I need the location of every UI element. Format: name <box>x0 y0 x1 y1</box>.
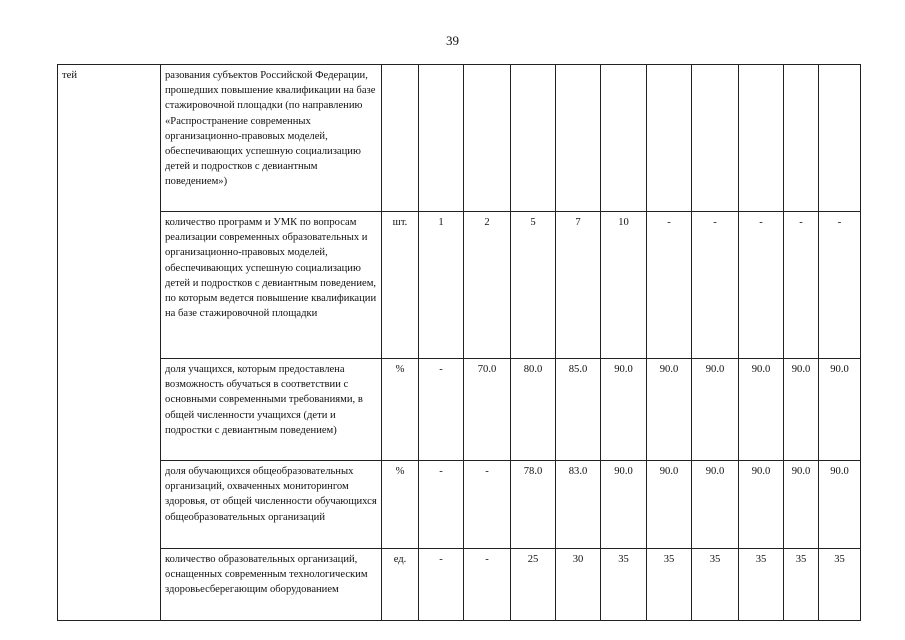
value-cell: 35 <box>647 549 692 621</box>
value-cell: 70.0 <box>464 359 511 461</box>
unit-cell: % <box>382 359 419 461</box>
unit-cell: шт. <box>382 212 419 359</box>
value-cell: - <box>419 359 464 461</box>
value-cell: 2 <box>464 212 511 359</box>
value-cell <box>511 65 556 212</box>
value-cell: 35 <box>784 549 819 621</box>
value-cell: - <box>419 549 464 621</box>
page-number: 39 <box>446 33 459 48</box>
value-cell: 90.0 <box>601 359 647 461</box>
value-cell: 7 <box>556 212 601 359</box>
indicator-description: доля обучающихся общеобразовательных организаций, охваченных мониторингом здоровья, от общей численности обучающихся общеобразовательных организаций <box>161 461 382 549</box>
value-cell: - <box>692 212 739 359</box>
value-cell: 35 <box>692 549 739 621</box>
table-row <box>58 549 861 621</box>
value-cell <box>784 65 819 212</box>
value-cell: 35 <box>601 549 647 621</box>
value-cell: - <box>419 461 464 549</box>
value-cell: 25 <box>511 549 556 621</box>
indicator-description: количество образовательных организаций, оснащенных современным технологическим здоровьесберегающим оборудованием <box>161 549 382 621</box>
value-cell: 78.0 <box>511 461 556 549</box>
value-cell <box>739 65 784 212</box>
program-name-cell: тей <box>58 65 161 621</box>
value-cell: 83.0 <box>556 461 601 549</box>
value-cell: 90.0 <box>601 461 647 549</box>
value-cell: 90.0 <box>784 461 819 549</box>
value-cell <box>647 65 692 212</box>
value-cell <box>419 65 464 212</box>
value-cell: 90.0 <box>784 359 819 461</box>
value-cell: 10 <box>601 212 647 359</box>
value-cell <box>692 65 739 212</box>
value-cell: 85.0 <box>556 359 601 461</box>
value-cell: - <box>464 549 511 621</box>
value-cell: - <box>647 212 692 359</box>
table-row <box>58 461 861 549</box>
value-cell: - <box>739 212 784 359</box>
table-row <box>58 65 861 212</box>
value-cell: 90.0 <box>739 359 784 461</box>
unit-cell: ед. <box>382 549 419 621</box>
table-row <box>58 212 861 359</box>
value-cell: - <box>464 461 511 549</box>
value-cell <box>556 65 601 212</box>
unit-cell: % <box>382 461 419 549</box>
value-cell: 5 <box>511 212 556 359</box>
indicators-table <box>57 64 861 621</box>
value-cell: 80.0 <box>511 359 556 461</box>
unit-cell <box>382 65 419 212</box>
table-row <box>58 359 861 461</box>
value-cell: 35 <box>819 549 861 621</box>
indicator-description: количество программ и УМК по вопросам реализации современных образовательных и организационно-правовых моделей, обеспечивающих успешную социализацию детей и подростков с девиантным поведением, по которым ведется повышение квалификации на базе стажировочной площадки <box>161 212 382 359</box>
indicator-description: разования субъектов Российской Федерации, прошедших повышение квалификации на базе стажировочной площадки (по направлению «Распространение современных организационно-правовых моделей, обеспечивающих успешную социализацию детей и подростков с девиантным поведением») <box>161 65 382 212</box>
value-cell: 90.0 <box>819 461 861 549</box>
value-cell: 90.0 <box>647 461 692 549</box>
value-cell <box>819 65 861 212</box>
value-cell: 30 <box>556 549 601 621</box>
indicator-description: доля учащихся, которым предоставлена возможность обучаться в соответствии с основными современными требованиями, в общей численности учащихся (дети и подростки с девиантным поведением) <box>161 359 382 461</box>
value-cell <box>464 65 511 212</box>
value-cell: 1 <box>419 212 464 359</box>
value-cell: 90.0 <box>739 461 784 549</box>
value-cell: 90.0 <box>647 359 692 461</box>
value-cell: 90.0 <box>692 359 739 461</box>
value-cell: - <box>784 212 819 359</box>
value-cell: 90.0 <box>692 461 739 549</box>
value-cell: - <box>819 212 861 359</box>
value-cell <box>601 65 647 212</box>
value-cell: 90.0 <box>819 359 861 461</box>
value-cell: 35 <box>739 549 784 621</box>
